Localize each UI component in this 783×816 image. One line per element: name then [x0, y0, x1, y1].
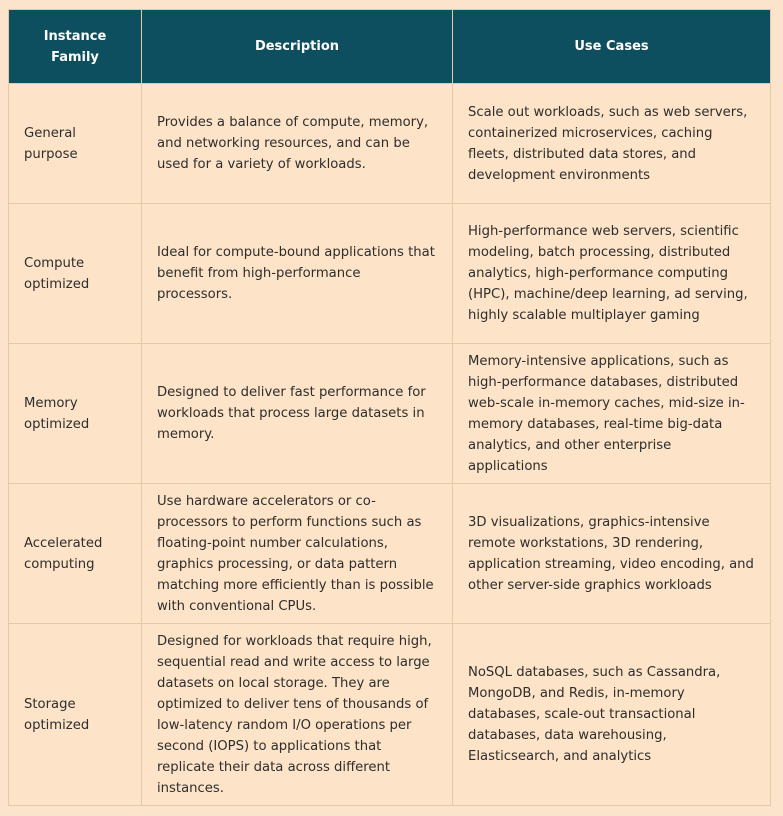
use-cases-cell: NoSQL databases, such as Cassandra, MongoDB, and Redis, in-memory databases, scale-out transactional databases, data warehousing, Elasticsearch, and analytics — [453, 624, 771, 806]
table-header-row — [9, 10, 771, 84]
family-cell: Memory optimized — [9, 344, 142, 484]
header-use-cases: Use Cases — [453, 10, 771, 84]
table-row — [9, 204, 771, 344]
family-cell: Compute optimized — [9, 204, 142, 344]
use-cases-cell: High-performance web servers, scientific modeling, batch processing, distributed analytics, high-performance computing (HPC), machine/deep learning, ad serving, highly scalable multiplayer gaming — [453, 204, 771, 344]
header-description: Description — [142, 10, 453, 84]
header-instance-family: Instance Family — [9, 10, 142, 84]
table-row — [9, 344, 771, 484]
use-cases-cell: Scale out workloads, such as web servers, containerized microservices, caching fleets, distributed data stores, and development environments — [453, 84, 771, 204]
description-cell: Ideal for compute-bound applications that benefit from high-performance processors. — [142, 204, 453, 344]
instance-families-table — [8, 9, 771, 806]
use-cases-cell: Memory-intensive applications, such as high-performance databases, distributed web-scale in-memory caches, mid-size in-memory databases, real-time big-data analytics, and other enterprise applications — [453, 344, 771, 484]
table-row — [9, 84, 771, 204]
description-cell: Provides a balance of compute, memory, and networking resources, and can be used for a variety of workloads. — [142, 84, 453, 204]
use-cases-cell: 3D visualizations, graphics-intensive remote workstations, 3D rendering, application streaming, video encoding, and other server-side graphics workloads — [453, 484, 771, 624]
family-cell: Storage optimized — [9, 624, 142, 806]
description-cell: Use hardware accelerators or co-processors to perform functions such as floating-point number calculations, graphics processing, or data pattern matching more efficiently than is possible with conventional CPUs. — [142, 484, 453, 624]
description-cell: Designed to deliver fast performance for workloads that process large datasets in memory. — [142, 344, 453, 484]
family-cell: General purpose — [9, 84, 142, 204]
instance-families-table-container — [8, 9, 770, 806]
family-cell: Accelerated computing — [9, 484, 142, 624]
description-cell: Designed for workloads that require high, sequential read and write access to large datasets on local storage. They are optimized to deliver tens of thousands of low-latency random I/O operations per second (IOPS) to applications that replicate their data across different instances. — [142, 624, 453, 806]
table-row — [9, 484, 771, 624]
table-row — [9, 624, 771, 806]
